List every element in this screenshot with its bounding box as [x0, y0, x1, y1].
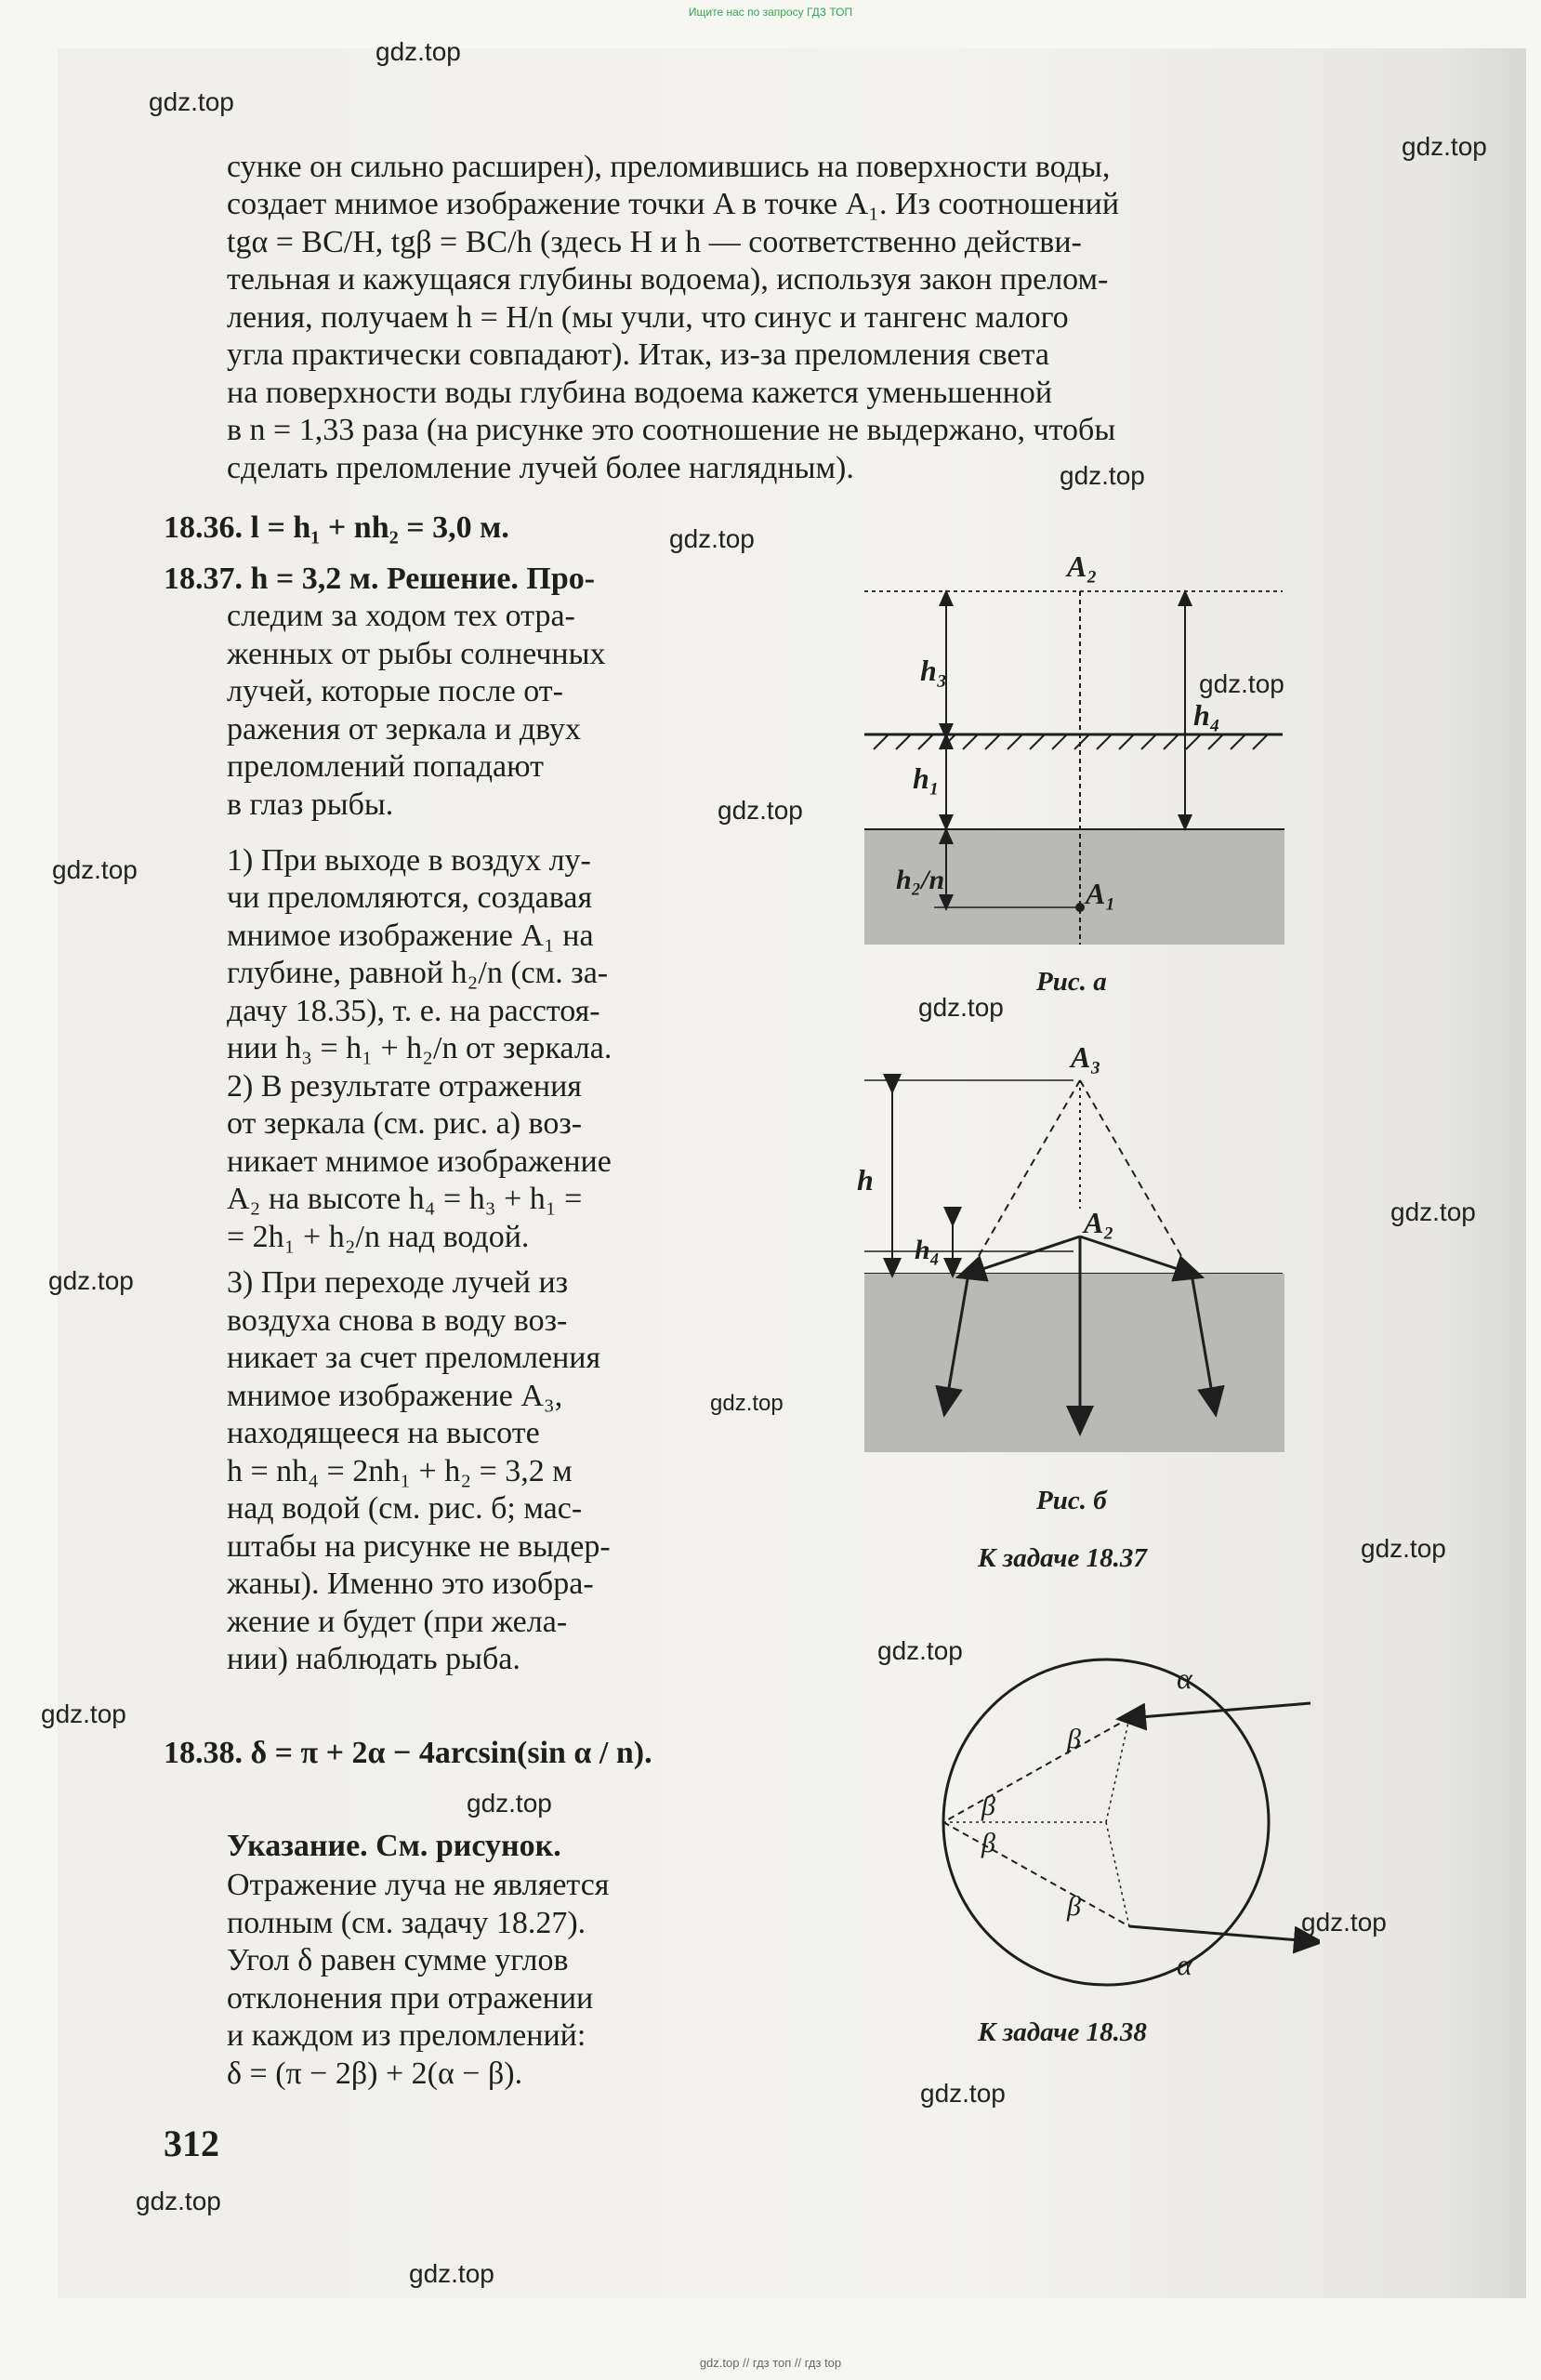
- text-line: жение и будет (при жела-: [227, 1605, 568, 1639]
- text-line: отклонения при отражении: [227, 1981, 594, 2016]
- watermark: gdz.top: [41, 1699, 126, 1728]
- watermark: gdz.top: [1402, 132, 1487, 161]
- text-line: на поверхности воды глубина водоема кажется уменьшенной: [227, 376, 1053, 410]
- watermark: gdz.top: [48, 1266, 134, 1295]
- text-line: сделать преломление лучей более наглядным).: [227, 451, 854, 485]
- text-line: дачу 18.35), т. е. на расстоя-: [227, 994, 600, 1028]
- text-line: женных от рыбы солнечных: [227, 637, 606, 671]
- watermark: gdz.top: [710, 1391, 784, 1416]
- fig-b-label-h: h: [857, 1163, 874, 1197]
- watermark: gdz.top: [669, 524, 755, 553]
- text-line: 1) При выходе в воздух лу-: [227, 843, 591, 878]
- text-line: в n = 1,33 раза (на рисунке это соотношение не выдержано, чтобы: [227, 413, 1116, 447]
- text-line: чи преломляются, создавая: [227, 880, 593, 915]
- text-line: и каждом из преломлений:: [227, 2018, 586, 2053]
- watermark: gdz.top: [467, 1789, 552, 1818]
- text-line: мнимое изображение A₁ на: [227, 919, 594, 953]
- fig-b-label-a2: A₂: [1084, 1206, 1114, 1239]
- watermark: gdz.top: [877, 1636, 963, 1665]
- text-line: ления, получаем h = H/n (мы учли, что синус и тангенс малого: [227, 300, 1069, 335]
- bottom-banner[interactable]: gdz.top // гдз топ // гдз top: [699, 2356, 842, 2370]
- text-line: над водой (см. рис. б; мас-: [227, 1491, 583, 1526]
- text-line: тельная и кажущаяся глубины водоема), используя закон прелом-: [227, 262, 1109, 297]
- fig-a-label-h2n: h₂/n: [896, 865, 945, 895]
- watermark: gdz.top: [136, 2187, 221, 2215]
- text-line: следим за ходом тех отра-: [227, 599, 575, 633]
- text-line: жаны). Именно это изобра-: [227, 1567, 594, 1601]
- watermark: gdz.top: [149, 87, 234, 116]
- text-line: нии h₃ = h₁ + h₂/n от зеркала.: [227, 1031, 612, 1065]
- watermark: gdz.top: [1301, 1908, 1387, 1937]
- figure-b-caption: Рис. б: [1036, 1486, 1107, 1515]
- fig-c-label-alpha: α: [1177, 1948, 1192, 1981]
- text-line: δ = (π − 2β) + 2(α − β).: [227, 2056, 523, 2091]
- text-line: h = nh₄ = 2nh₁ + h₂ = 3,2 м: [227, 1454, 573, 1488]
- watermark: gdz.top: [918, 993, 1004, 1022]
- text-line: никает мнимое изображение: [227, 1144, 612, 1179]
- fig-a-label-h4: h₄: [1193, 698, 1220, 732]
- text-line: полным (см. задачу 18.27).: [227, 1906, 586, 1940]
- text-line: от зеркала (см. рис. а) воз-: [227, 1106, 583, 1141]
- text-line: в глаз рыбы.: [227, 787, 394, 822]
- text-line: сунке он сильно расширен), преломившись на поверхности воды,: [227, 150, 1111, 184]
- text-line: 2) В результате отражения: [227, 1069, 582, 1104]
- text-line: Указание. См. рисунок.: [227, 1829, 561, 1863]
- fig-c-label-beta: β: [1067, 1724, 1081, 1754]
- watermark: gdz.top: [1199, 669, 1284, 698]
- fig-b-label-a3: A₃: [1071, 1040, 1101, 1074]
- fig-c-label-alpha: α: [1177, 1661, 1192, 1695]
- problem-18-36: 18.36. l = h₁ + nh₂ = 3,0 м.: [164, 510, 509, 545]
- caption-18-38: К задаче 18.38: [978, 2017, 1147, 2047]
- watermark: gdz.top: [52, 855, 138, 884]
- watermark: gdz.top: [409, 2259, 494, 2288]
- text-line: нии) наблюдать рыба.: [227, 1642, 520, 1676]
- watermark: gdz.top: [1361, 1534, 1446, 1563]
- text-line: A₂ на высоте h₄ = h₃ + h₁ =: [227, 1182, 583, 1216]
- text-line: угла практически совпадают). Итак, из-за преломления света: [227, 337, 1049, 372]
- watermark: gdz.top: [718, 796, 803, 825]
- fig-b-label-h4: h₄: [915, 1235, 941, 1265]
- text-line: находящееся на высоте: [227, 1416, 540, 1450]
- caption-18-37: К задаче 18.37: [978, 1543, 1147, 1573]
- figure-b: [836, 1032, 1301, 1469]
- fig-a-label-h1: h₁: [913, 761, 940, 795]
- text-line: Отражение луча не является: [227, 1868, 610, 1902]
- fig-a-label-h3: h₃: [920, 654, 947, 687]
- text-line: никает за счет преломления: [227, 1341, 601, 1375]
- text-line: создает мнимое изображение точки A в точке A₁. Из соотношений: [227, 187, 1120, 221]
- watermark: gdz.top: [920, 2079, 1006, 2108]
- text-line: преломлений попадают: [227, 749, 544, 784]
- text-line: ражения от зеркала и двух: [227, 712, 582, 747]
- text-line: tgα = BC/H, tgβ = BC/h (здесь H и h — соответственно действи-: [227, 225, 1082, 259]
- text-line: = 2h₁ + h₂/n над водой.: [227, 1220, 530, 1254]
- text-line: штабы на рисунке не выдер-: [227, 1529, 611, 1564]
- fig-c-label-beta: β: [981, 1791, 995, 1821]
- watermark: gdz.top: [1390, 1197, 1476, 1226]
- top-banner[interactable]: Ищите нас по запросу ГДЗ ТОП: [688, 6, 853, 19]
- watermark: gdz.top: [1060, 461, 1145, 490]
- page-number: 312: [164, 2122, 219, 2164]
- watermark: gdz.top: [375, 37, 461, 66]
- figure-a: [836, 539, 1301, 967]
- text-line: воздуха снова в воду воз-: [227, 1303, 568, 1338]
- text-line: мнимое изображение A₃,: [227, 1379, 563, 1413]
- figure-a-caption: Рис. а: [1036, 967, 1107, 997]
- fig-c-label-beta: β: [981, 1828, 995, 1858]
- text-line: 3) При переходе лучей из: [227, 1265, 569, 1300]
- fig-a-label-a1: A₁: [1086, 877, 1116, 910]
- text-line: лучей, которые после от-: [227, 674, 563, 708]
- problem-18-37-title: 18.37. h = 3,2 м. Решение. Про-: [164, 562, 596, 596]
- fig-c-label-beta: β: [1067, 1891, 1081, 1922]
- fig-a-label-a2: A₂: [1067, 549, 1098, 583]
- problem-18-38-formula: 18.38. δ = π + 2α − 4arcsin(sin α / n).: [164, 1736, 652, 1770]
- text-line: глубине, равной h₂/n (см. за-: [227, 956, 609, 990]
- text-line: Угол δ равен сумме углов: [227, 1943, 569, 1977]
- figure-c: [929, 1646, 1320, 1999]
